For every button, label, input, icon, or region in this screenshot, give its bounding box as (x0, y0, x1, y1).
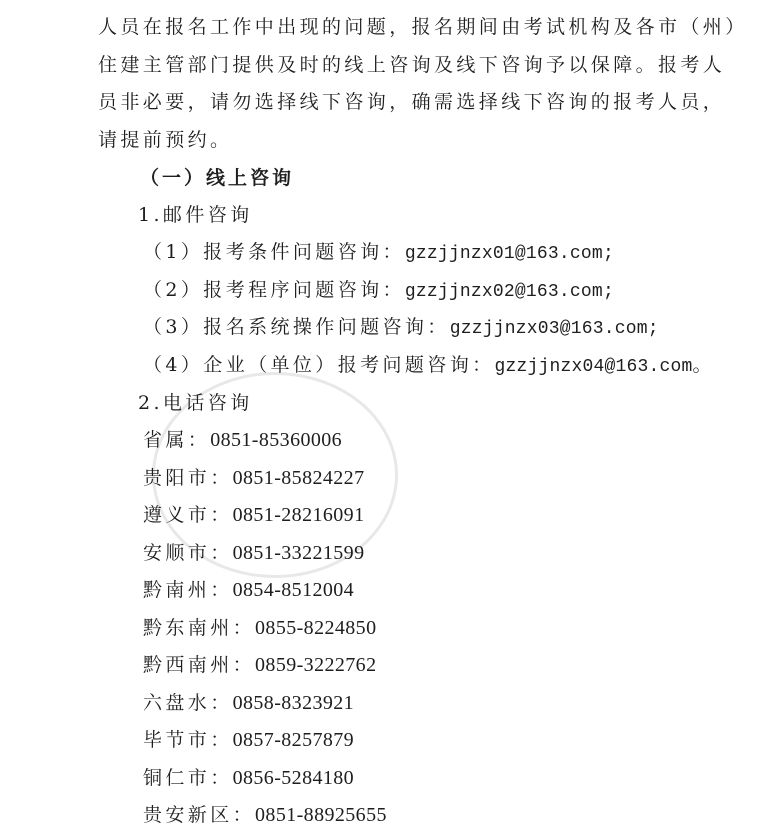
phone-number: 0858-8323921 (232, 692, 355, 714)
phone-item (143, 541, 364, 565)
phone-number: 0851-88925655 (255, 804, 387, 826)
phone-item (143, 428, 342, 452)
email-item (143, 278, 614, 304)
email-item (143, 315, 659, 341)
phone-item-label: 省属： (143, 429, 211, 451)
phone-number: 0857-8257879 (232, 729, 355, 751)
phone-number: 0851-85360006 (210, 429, 343, 451)
phone-item (143, 766, 354, 790)
email-item (143, 240, 614, 266)
paragraph-line: 住建主管部门提供及时的线上咨询及线下咨询予以保障。报考人 (98, 54, 726, 76)
phone-number: 0851-33221599 (232, 542, 365, 564)
phone-item-label: 安顺市： (143, 542, 233, 564)
phone-item-label: 贵安新区： (143, 804, 256, 826)
email-address-link[interactable]: gzzjjnzx04@163.com (494, 357, 693, 377)
email-section-title: 1.邮件咨询 (138, 204, 253, 226)
section-heading-online-consultation: （一）线上咨询 (140, 167, 295, 189)
phone-number: 0859-3222762 (255, 654, 377, 676)
phone-item (143, 616, 376, 640)
email-item-label: （2）报考程序问题咨询： (143, 279, 405, 301)
phone-item-label: 黔东南州： (143, 617, 256, 639)
phone-item-label: 遵义市： (143, 504, 233, 526)
email-address-link[interactable]: gzzjjnzx01@163.com (404, 244, 603, 264)
phone-number: 0856-5284180 (232, 767, 355, 789)
phone-item-label: 贵阳市： (143, 467, 233, 489)
email-item-punct: 。 (692, 354, 715, 376)
email-item-label: （3）报名系统操作问题咨询： (143, 316, 450, 338)
phone-item-label: 黔南州： (143, 579, 233, 601)
phone-number: 0855-8224850 (255, 617, 377, 639)
phone-number: 0854-8512004 (232, 579, 355, 601)
phone-number: 0851-85824227 (232, 467, 365, 489)
phone-item (143, 503, 364, 527)
email-item-punct: ; (602, 282, 614, 302)
email-item (143, 353, 715, 379)
phone-item (143, 466, 364, 490)
email-item-punct: ; (602, 244, 614, 264)
phone-item-label: 六盘水： (143, 692, 233, 714)
phone-section-title: 2.电话咨询 (138, 392, 253, 414)
phone-number: 0851-28216091 (232, 504, 365, 526)
phone-item (143, 691, 354, 715)
phone-item-label: 铜仁市： (143, 767, 233, 789)
phone-item-label: 毕节市： (143, 729, 233, 751)
email-item-label: （1）报考条件问题咨询： (143, 241, 405, 263)
email-item-punct: ; (647, 319, 659, 339)
email-item-label: （4）企业（单位）报考问题咨询： (143, 354, 495, 376)
phone-item-label: 黔西南州： (143, 654, 256, 676)
paragraph-line: 请提前预约。 (98, 129, 233, 151)
phone-item (143, 803, 387, 827)
phone-item (143, 578, 354, 602)
paragraph-line: 员非必要，请勿选择线下咨询，确需选择线下咨询的报考人员， (98, 91, 726, 113)
phone-item (143, 728, 354, 752)
phone-item (143, 653, 376, 677)
email-address-link[interactable]: gzzjjnzx03@163.com (449, 319, 648, 339)
email-address-link[interactable]: gzzjjnzx02@163.com (404, 282, 603, 302)
paragraph-line: 人员在报名工作中出现的问题，报名期间由考试机构及各市（州） (98, 16, 748, 38)
